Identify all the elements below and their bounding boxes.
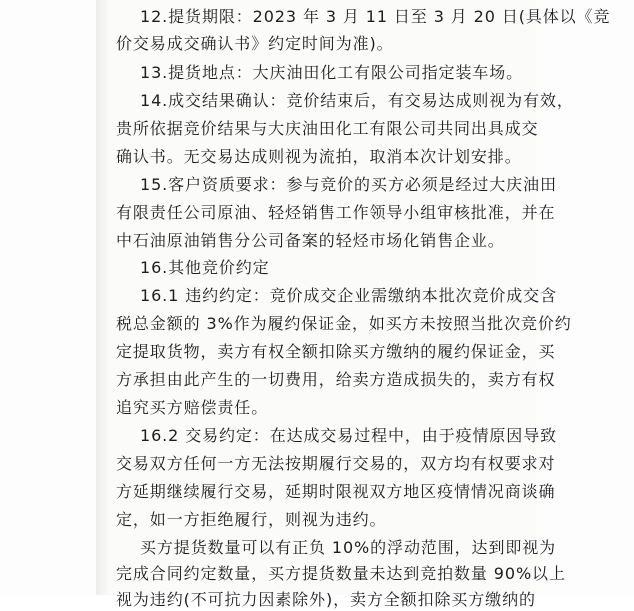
clause-16-heading: 16.其他竞价约定	[140, 258, 270, 277]
clause-12-line-1: 12.提货期限：2023 年 3 月 11 日至 3 月 20 日(具体以《竞	[140, 7, 611, 26]
paper-sheet	[96, 0, 611, 609]
clause-14-line-1: 14.成交结果确认：竞价结束后，有交易达成则视为有效，	[140, 91, 574, 110]
clause-16-2-line-3: 方延期继续履行交易，延期时限视双方地区疫情情况商谈确	[116, 482, 556, 501]
clause-16-2-line-2: 交易双方任何一方无法按期履行交易的，双方均有权要求对	[116, 454, 556, 473]
clause-16-1-line-5: 追究买方赔偿责任。	[116, 398, 269, 417]
clause-15-line-1: 15.客户资质要求：参与竞价的买方必须是经过大庆油田	[140, 175, 557, 194]
clause-16-2-line-4: 定，如一方拒绝履行，则视为违约。	[116, 510, 387, 529]
clause-14-line-2: 贵所依据竞价结果与大庆油田化工有限公司共同出具成交	[116, 119, 539, 138]
clause-16-1-line-2: 税总金额的 3%作为履约保证金，如买方未按照当批次竞价约	[116, 314, 572, 333]
quantity-clause-line-3: 视为违约(不可抗力因素除外)，卖方全额扣除买方缴纳的	[116, 590, 536, 609]
clause-14-line-3: 确认书。无交易达成则视为流拍，取消本次计划安排。	[116, 147, 522, 166]
clause-12-line-2: 价交易成交确认书》约定时间为准)。	[116, 34, 394, 53]
clause-16-1-line-3: 定提取货物，卖方有权全额扣除买方缴纳的履约保证金，买	[116, 342, 556, 361]
quantity-clause-line-2: 完成合同约定数量，买方提货数量未达到竞拍数量 90%以上	[116, 564, 566, 583]
clause-15-line-3: 中石油原油销售分公司备案的轻烃市场化销售企业。	[116, 231, 505, 250]
clause-16-1-line-4: 方承担由此产生的一切费用，给卖方造成损失的，卖方有权	[116, 370, 556, 389]
clause-16-2-line-1: 16.2 交易约定：在达成交易过程中，由于疫情原因导致	[140, 426, 558, 445]
clause-16-1-line-1: 16.1 违约约定：竞价成交企业需缴纳本批次竞价成交含	[140, 286, 558, 305]
clause-13-line-1: 13.提货地点：大庆油田化工有限公司指定装车场。	[140, 63, 524, 82]
clause-15-line-2: 有限责任公司原油、轻烃销售工作领导小组审核批准，并在	[116, 203, 556, 222]
quantity-clause-line-1: 买方提货数量可以有正负 10%的浮动范围，达到即视为	[140, 538, 557, 557]
paper-left-shadow	[96, 0, 110, 595]
